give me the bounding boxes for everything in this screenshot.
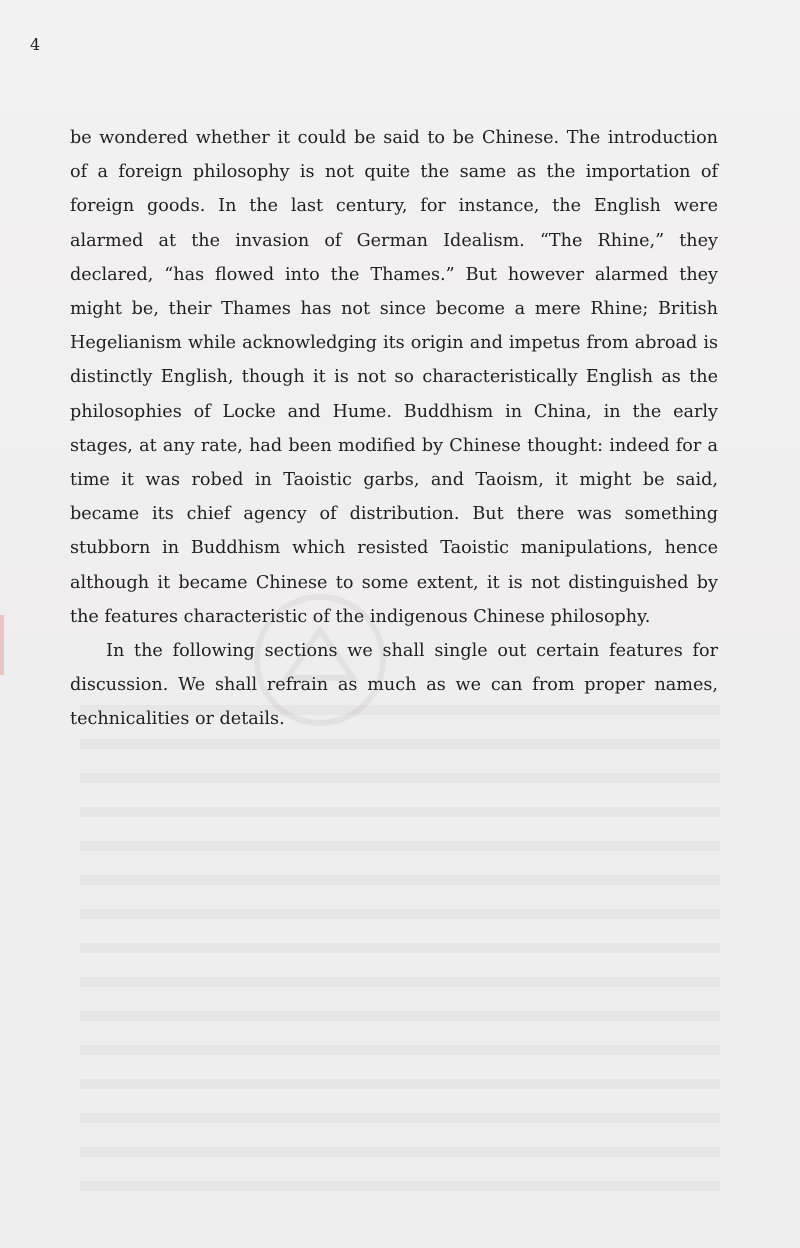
- paragraph-1: be wondered whether it could be said to be Chinese. The introduction of a foreign philosophy is not quite the same as the importation of foreign goods. In the last century, for instance, the English were alarmed at the invasion of German Idealism. “The Rhine,” they declared, “has flowed into the Thames.” But however alarmed they might be, their Thames has not since become a mere Rhine; British Hegelianism while acknowledging its origin and impetus from abroad is distinctly English, though it is not so characteristically English as the philosophies of Locke and Hume. Buddhism in China, in the early stages, at any rate, had been modified by Chinese thought: indeed for a time it was robed in Taoistic garbs, and Taoism, it might be said, became its chief agency of distribution. But there was something stubborn in Buddhism which resisted Taoistic manipulations, hence although it became Chinese to some extent, it is not distinguished by the features characteristic of the indigenous Chinese philosophy.: [70, 128, 718, 627]
- page-number: 4: [30, 35, 41, 54]
- paragraph-2: In the following sections we shall single out certain features for discussion. We shall refrain as much as we can from proper names, technicalities or details.: [70, 641, 718, 730]
- page-edge-mark: [0, 615, 4, 675]
- watermark-icon: [245, 585, 395, 735]
- bleed-through-shadow: [80, 705, 720, 1195]
